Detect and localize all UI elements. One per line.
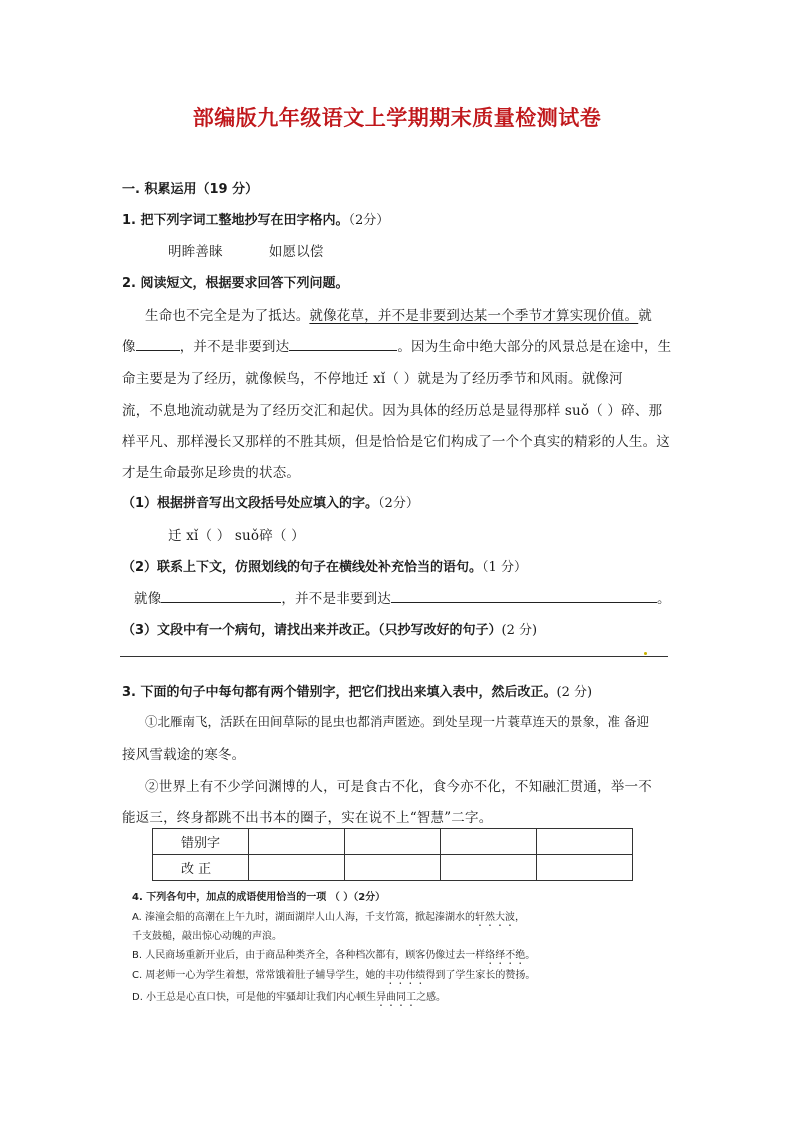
answer-text: 。 — [657, 591, 671, 607]
sub-question-3 — [122, 619, 537, 638]
table-cell[interactable] — [345, 829, 441, 855]
option-a-line-1 — [132, 908, 525, 929]
question-3 — [122, 681, 592, 700]
question-3-sentence-2b: 能返三，终身都跳不出书本的圈子，实在说不上“智慧”二字。 — [122, 810, 493, 826]
dotted-idiom: 异曲同工 — [376, 992, 417, 1003]
table-header-cell: 改 正 — [153, 855, 249, 881]
answer-text: 就像 — [134, 591, 162, 607]
question-1 — [122, 209, 389, 228]
table-cell[interactable] — [249, 855, 345, 881]
passage-line-5: 样平凡、那样漫长又那样的不胜其烦，但是恰恰是它们构成了一个个真实的精彩的人生。这 — [122, 434, 670, 450]
option-text: B. 人民商场重新开业后，由于商品种类齐全，各种档次都有，顾客仍像过去一样 — [132, 950, 486, 961]
fill-blank[interactable] — [136, 336, 180, 351]
table-cell[interactable] — [345, 855, 441, 881]
option-text: 。 — [525, 950, 536, 961]
passage-text: 。因为生命中绝大部分的风景总是在途中，生 — [397, 339, 672, 355]
sub-question-1-label: （1）根据拼音写出文段括号处应填入的字。 — [122, 496, 379, 511]
section-heading: 一. 积累运用（19 分） — [122, 182, 259, 197]
correction-table — [152, 828, 633, 881]
sub-question-3-label: （3）文段中有一个病句，请找出来并改正。（只抄写改好的句子） — [122, 623, 502, 638]
passage-text: 像 — [122, 339, 136, 355]
sub-question-1-answer[interactable]: 迁 xǐ（ ） suǒ碎（ ） — [168, 528, 305, 544]
question-3-sentence-2a: ②世界上有不少学问渊博的人，可是食古不化，食今亦不化，不知融汇贯通，举一不 — [145, 779, 652, 795]
option-a-line-2: 千支鼓槌，敲出惊心动魄的声浪。 — [132, 931, 282, 942]
fill-blank[interactable] — [391, 588, 657, 603]
passage-line-3: 命主要是为了经历，就像候鸟，不停地迁 xǐ（ ）就是为了经历季节和风雨。就像河 — [122, 371, 623, 387]
option-text: C. 周老师一心为学生着想，常常饿着肚子辅导学生，她的 — [132, 970, 386, 981]
dotted-idiom: 轩然大波 — [475, 912, 516, 923]
question-2-label: 2. 阅读短文，根据要求回答下列问题。 — [122, 276, 349, 291]
option-b — [132, 946, 535, 967]
table-cell[interactable] — [537, 829, 633, 855]
answer-text: ，并不是非要到达 — [281, 591, 392, 607]
fill-blank[interactable] — [289, 336, 397, 351]
sub-question-2 — [122, 556, 527, 575]
question-4-label: 4. 下列各句中，加点的成语使用恰当的一项 （ ）（2分） — [132, 892, 386, 903]
passage-text: ，并不是非要到达 — [179, 339, 290, 355]
option-text: A. 溱潼会船的高潮在上午九时，湖面湖岸人山人海，千支竹篙，掀起溱湖水的 — [132, 912, 476, 923]
table-header-cell: 错别字 — [153, 829, 249, 855]
table-cell[interactable] — [441, 829, 537, 855]
passage-line-1 — [145, 304, 652, 324]
sub-question-2-score: （1 分） — [482, 560, 527, 575]
table-cell[interactable] — [441, 855, 537, 881]
passage-line-2 — [122, 335, 671, 355]
yellow-dot-mark — [644, 652, 647, 655]
underlined-sentence: 就像花草，并不是非要到达某一个季节才算实现价值。 — [309, 308, 639, 324]
table-cell[interactable] — [249, 829, 345, 855]
passage-text: 生命也不完全是为了抵达。 — [145, 308, 310, 324]
question-3-score: (2 分) — [556, 685, 593, 700]
table-cell[interactable] — [537, 855, 633, 881]
sub-question-2-label: （2）联系上下文，仿照划线的句子在横线处补充恰当的语句。 — [122, 560, 483, 575]
page-title: 部编版九年级语文上学期期末质量检测试卷 — [192, 106, 602, 130]
passage-line-6: 才是生命最弥足珍贵的状态。 — [122, 465, 301, 481]
passage-text: 就 — [638, 308, 652, 324]
dotted-idiom: 丰功伟绩 — [385, 970, 426, 981]
passage-line-4: 流，不息地流动就是为了经历交汇和起伏。因为具体的经历总是显得那样 suǒ（ ）碎、那 — [122, 403, 663, 419]
question-1-words — [168, 240, 324, 260]
option-d — [132, 988, 446, 1009]
option-text: ， — [515, 912, 526, 923]
word-2: 如愿以偿 — [268, 244, 324, 260]
question-3-sentence-1a: ①北雁南飞，活跃在田间草际的昆虫也都消声匿迹。到处呈现一片蓑草连天的景象，准 备迎 — [145, 714, 649, 729]
question-1-score: （2分） — [348, 213, 390, 228]
sub-question-1-score: （2分） — [378, 496, 419, 511]
sub-question-2-answer — [134, 587, 671, 607]
answer-line[interactable] — [120, 656, 668, 657]
word-1: 明眸善睐 — [168, 244, 223, 260]
question-1-label: 1. 把下列字词工整地抄写在田字格内。 — [122, 213, 349, 228]
option-text: 得到了学生家长的赞扬。 — [425, 970, 536, 981]
sub-question-1 — [122, 492, 419, 511]
option-text: D. 小王总是心直口快，可是他的牢骚却让我们内心顿生 — [132, 992, 377, 1003]
question-3-sentence-1b: 接风雪载途的寒冬。 — [122, 747, 246, 763]
table-row — [153, 855, 633, 881]
dotted-idiom: 络绎不绝 — [485, 950, 526, 961]
sub-question-3-score: (2 分) — [501, 623, 538, 638]
fill-blank[interactable] — [161, 588, 281, 603]
option-c — [132, 966, 535, 987]
option-text: 之感。 — [416, 992, 447, 1003]
question-3-label: 3. 下面的句子中每句都有两个错别字，把它们找出来填入表中，然后改正。 — [122, 685, 557, 700]
table-row — [153, 829, 633, 855]
